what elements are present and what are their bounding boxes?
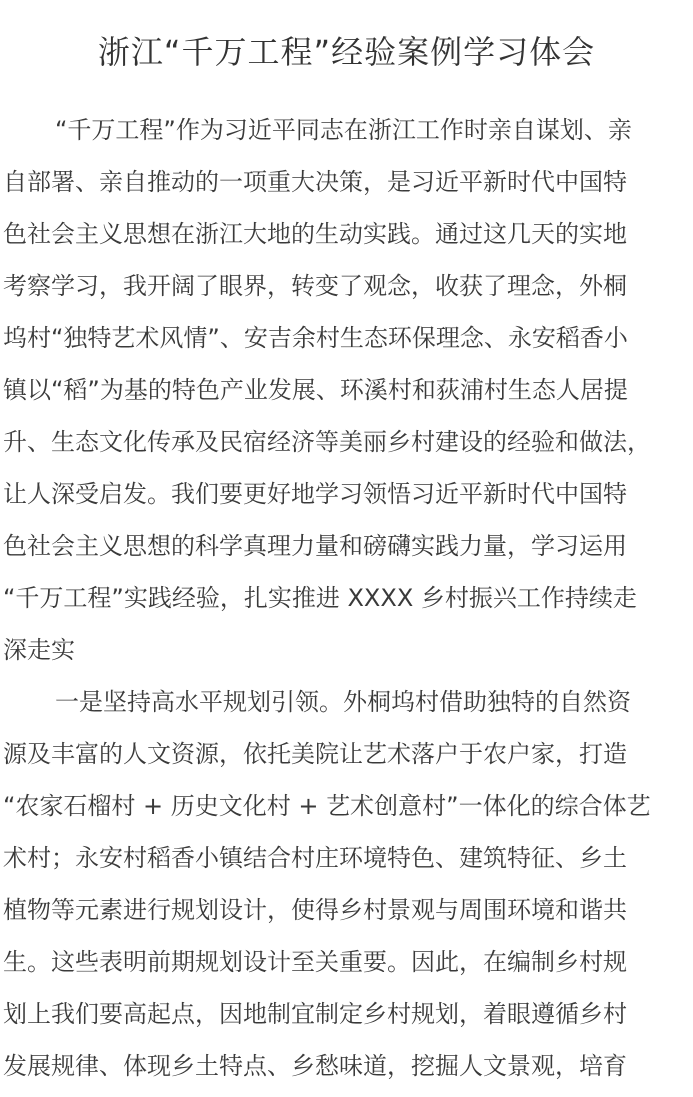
paragraph-line: 划上我们要高起点，因地制宜制定乡村规划，着眼遵循乡村 xyxy=(3,1000,627,1028)
paragraph-line: “千万工程”作为习近平同志在浙江工作时亲自谋划、亲 xyxy=(55,116,632,144)
paragraph-line: 源及丰富的人文资源，依托美院让艺术落户于农户家，打造 xyxy=(3,740,627,768)
paragraph-line: 发展规律、体现乡土特点、乡愁味道，挖掘人文景观，培育 xyxy=(3,1052,627,1080)
paragraph-line: 色社会主义思想在浙江大地的生动实践。通过这几天的实地 xyxy=(3,220,627,248)
paragraph-line: 术村；永安村稻香小镇结合村庄环境特色、建筑特征、乡土 xyxy=(3,844,627,872)
paragraph-line: 生。这些表明前期规划设计至关重要。因此，在编制乡村规 xyxy=(3,948,627,976)
paragraph-line: “千万工程”实践经验，扎实推进 XXXX 乡村振兴工作持续走 xyxy=(3,584,637,612)
paragraph-line: 考察学习，我开阔了眼界，转变了观念，收获了理念，外桐 xyxy=(3,272,627,300)
paragraph-line: 升、生态文化传承及民宿经济等美丽乡村建设的经验和做法， xyxy=(3,428,651,456)
paragraph-intro xyxy=(3,104,693,676)
paragraph-line: 深走实 xyxy=(3,636,75,664)
paragraph-line: 让人深受启发。我们要更好地学习领悟习近平新时代中国特 xyxy=(3,480,627,508)
paragraph-planning xyxy=(3,676,693,1092)
paragraph-line: 色社会主义思想的科学真理力量和磅礴实践力量，学习运用 xyxy=(3,532,627,560)
paragraph-line: 植物等元素进行规划设计，使得乡村景观与周围环境和谐共 xyxy=(3,896,627,924)
paragraph-line: 镇以“稻”为基的特色产业发展、环溪村和荻浦村生态人居提 xyxy=(3,376,628,404)
paragraph-line: “农家石榴村 + 历史文化村 + 艺术创意村”一体化的综合体艺 xyxy=(3,792,651,820)
paragraph-line: 自部署、亲自推动的一项重大决策，是习近平新时代中国特 xyxy=(3,168,627,196)
document-title: 浙江“千万工程”经验案例学习体会 xyxy=(97,33,596,71)
paragraph-line: 一是坚持高水平规划引领。外桐坞村借助独特的自然资 xyxy=(55,688,631,716)
paragraph-line: 坞村“独特艺术风情”、安吉余村生态环保理念、永安稻香小 xyxy=(3,324,628,352)
